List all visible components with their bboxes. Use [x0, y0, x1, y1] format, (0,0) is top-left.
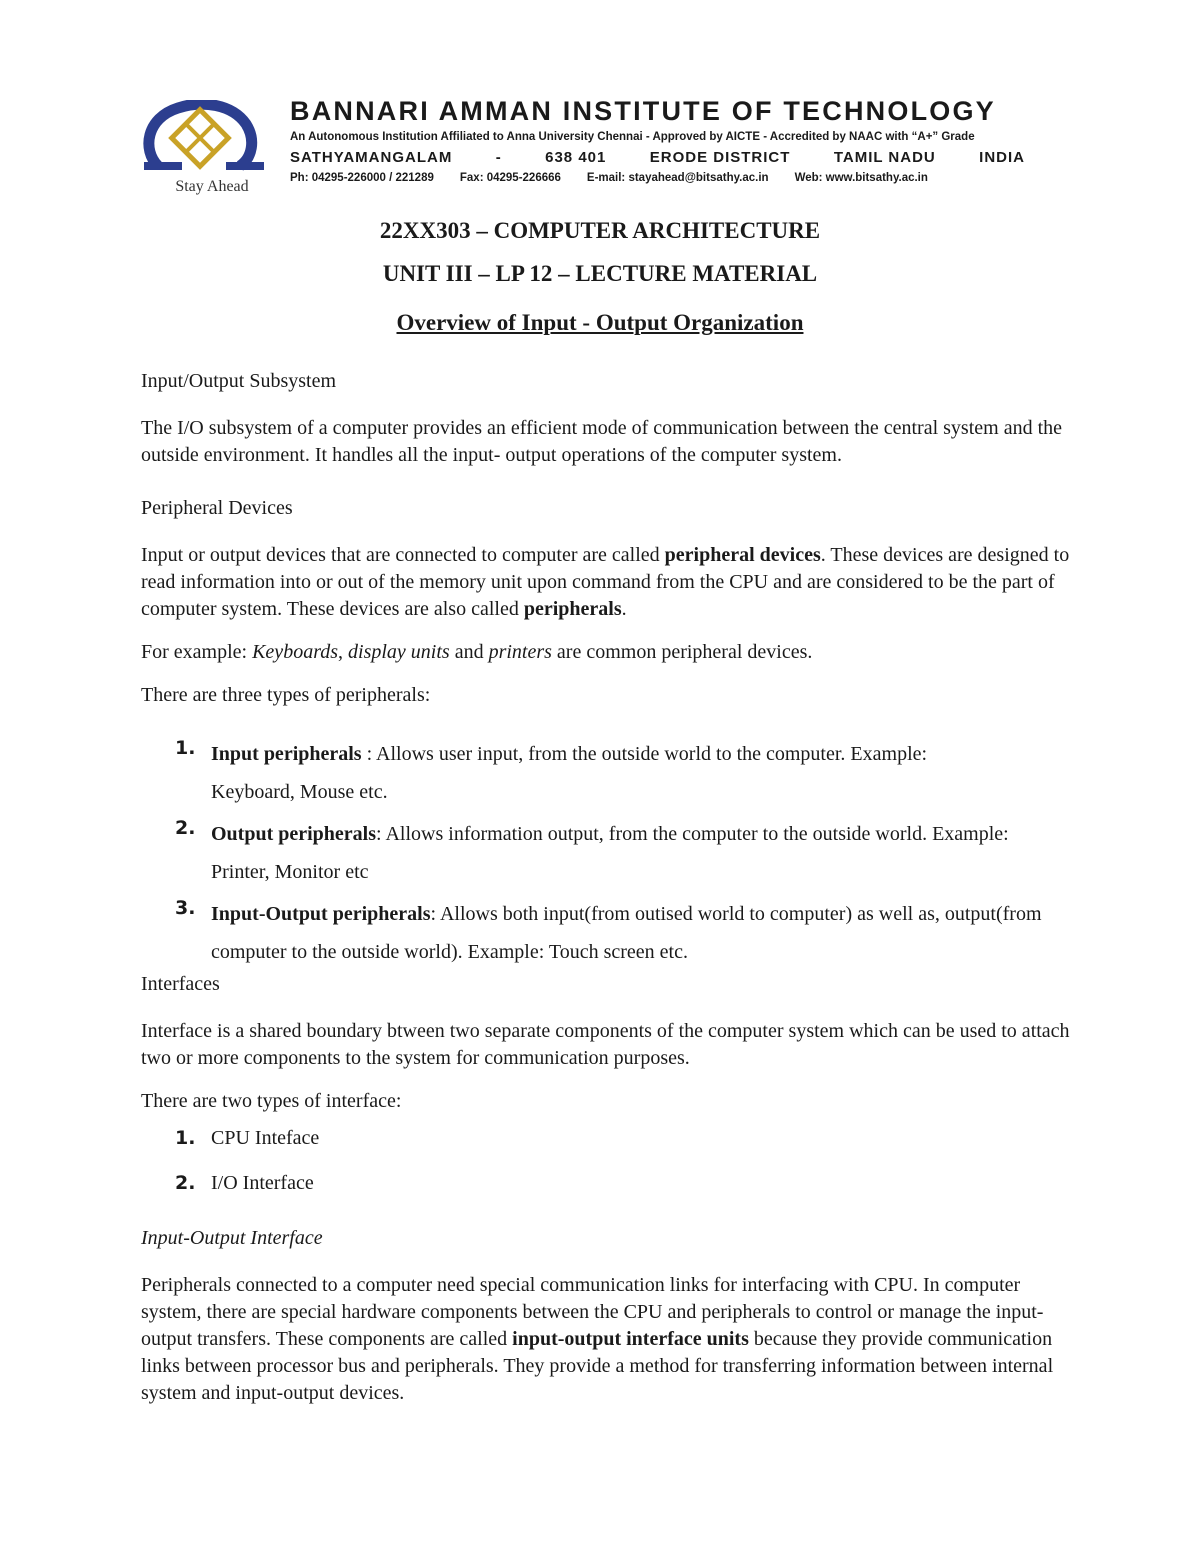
institute-name: BANNARI AMMAN INSTITUTE OF TECHNOLOGY	[290, 96, 996, 126]
address-part: TAMIL NADU	[833, 149, 936, 166]
italic-term: display units	[348, 641, 450, 663]
bold-term: Output peripherals	[211, 823, 377, 845]
address-part: 638 401	[545, 149, 607, 166]
web-text: Web: www.bitsathy.ac.in	[794, 172, 928, 184]
list-number: 2.	[175, 1172, 196, 1194]
fax-text: Fax: 04295-226666	[459, 172, 561, 184]
list-text: CPU Inteface	[211, 1127, 320, 1149]
bold-term: peripheral devices	[664, 544, 821, 566]
text-run: ,	[338, 641, 349, 663]
paragraph-types-intro: There are three types of peripherals:	[141, 684, 431, 706]
course-title: 22XX303 – COMPUTER ARCHITECTURE	[379, 218, 821, 243]
paragraph-peripheral-devices	[141, 542, 1076, 623]
heading-interfaces: Interfaces	[141, 973, 220, 995]
list-item	[141, 895, 1076, 971]
italic-term: printers	[488, 641, 552, 663]
text-run: and	[449, 641, 489, 663]
list-text	[211, 735, 1011, 811]
paragraph-interface-intro: There are two types of interface:	[141, 1090, 402, 1112]
letterhead	[140, 96, 1040, 206]
address-part: SATHYAMANGALAM	[290, 149, 453, 166]
text-run: are common peripheral devices.	[551, 641, 813, 663]
list-text	[211, 895, 1076, 971]
institute-affiliation: An Autonomous Institution Affiliated to Anna University Chennai - Approved by AICTE - Accredited by NAAC with “A+” Grade	[290, 131, 975, 143]
text-run: because they provide communication links between processor bus and peripherals. They provide a method for transferring information between internal system and input-output devices.	[141, 1328, 1054, 1404]
text-run: . These devices are designed to read information into or out of the memory unit upon command from the CPU and are considered to be the part of computer system. These devices are also called	[141, 544, 1070, 620]
unit-title: UNIT III – LP 12 – LECTURE MATERIAL	[382, 261, 818, 286]
list-text: I/O Interface	[211, 1172, 314, 1194]
list-number: 3.	[175, 897, 196, 919]
text-run: : Allows user input, from the outside world to the computer. Example: Keyboard, Mouse etc.	[211, 743, 928, 803]
list-item	[141, 1125, 1076, 1152]
text-run: .	[621, 598, 627, 620]
heading-io-interface	[141, 1225, 1076, 1252]
bold-term: peripherals	[523, 598, 622, 620]
text-run: Peripherals connected to a computer need special communication links for interfacing with CPU. In computer system, there are special hardware components between the CPU and peripherals to control or manage the input-output transfers. These components are called	[141, 1274, 1044, 1350]
institute-details	[290, 96, 1030, 184]
logo-emblem-icon	[140, 100, 270, 180]
bold-term: input-output interface units	[512, 1328, 749, 1350]
paragraph-io-interface	[141, 1272, 1076, 1407]
institute-logo	[140, 100, 270, 200]
address-part: -	[495, 149, 502, 166]
list-text	[211, 815, 1011, 891]
bold-term: Input peripherals	[211, 743, 362, 765]
peripheral-types-list	[141, 735, 1076, 971]
paragraph-interfaces: Interface is a shared boundary btween two separate components of the computer system which can be used to attach two or more components to the system for communication purposes.	[141, 1020, 1070, 1069]
institute-address	[290, 149, 1025, 166]
list-item	[141, 735, 1011, 811]
email-text: E-mail: stayahead@bitsathy.ac.in	[586, 172, 769, 184]
institute-contact	[290, 172, 1030, 184]
list-item	[141, 815, 1011, 891]
heading-peripheral-devices: Peripheral Devices	[141, 497, 293, 519]
address-part: INDIA	[979, 149, 1025, 166]
paragraph-example	[141, 639, 1076, 666]
bold-term: Input-Output peripherals	[211, 903, 431, 925]
logo-tagline: Stay Ahead	[175, 178, 249, 195]
text-run: : Allows both input(from outised world to computer) as well as, output(from computer to the outside world). Example: Touch screen etc.	[211, 903, 1042, 963]
address-part: ERODE DISTRICT	[649, 149, 791, 166]
italic-term: Keyboards	[252, 641, 339, 663]
list-number: 2.	[175, 817, 196, 839]
heading-io-subsystem: Input/Output Subsystem	[141, 370, 337, 392]
italic-heading: Input-Output Interface	[141, 1227, 323, 1249]
text-run: For example:	[141, 641, 253, 663]
document-body	[141, 368, 1076, 1407]
paragraph-io-subsystem: The I/O subsystem of a computer provides an efficient mode of communication between the central system and the outside environment. It handles all the input- output operations of the computer system.	[141, 417, 1063, 466]
interface-types-list	[141, 1125, 1076, 1197]
list-number: 1.	[175, 737, 196, 759]
text-run: Input or output devices that are connected to computer are called	[141, 544, 665, 566]
list-item	[141, 1170, 1076, 1197]
topic-title: Overview of Input - Output Organization	[396, 310, 804, 335]
text-run: : Allows information output, from the computer to the outside world. Example: Printer, Monitor etc	[211, 823, 1009, 883]
phone-text: Ph: 04295-226000 / 221289	[290, 172, 434, 184]
list-number: 1.	[175, 1127, 196, 1149]
